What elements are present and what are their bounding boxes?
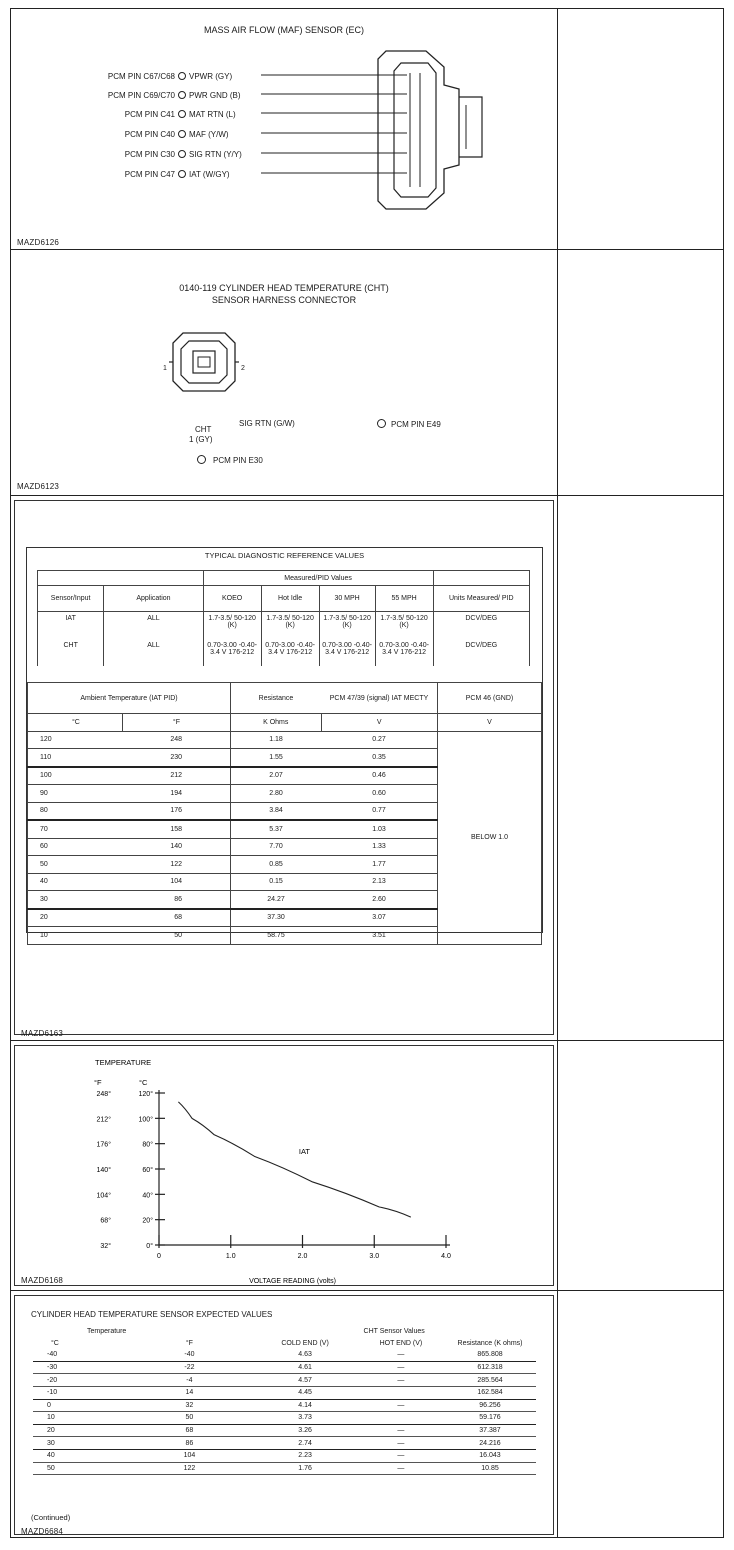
x-tick-label: 4.0 <box>441 1253 451 1260</box>
pcm-gnd-header: PCM 46 (GND) <box>438 683 542 714</box>
cht-connector-section <box>11 249 557 495</box>
x-axis-label: VOLTAGE READING (volts) <box>249 1278 336 1285</box>
reference-row <box>38 612 530 639</box>
cht-cell: 4.14 <box>252 1399 357 1412</box>
blank-header-cell <box>433 571 529 586</box>
cht-cell: -40 <box>33 1349 127 1361</box>
value-cell: 158 <box>122 820 230 838</box>
cht-row <box>33 1424 536 1437</box>
pcm-pin-label: PCM PIN C40 <box>124 130 175 139</box>
reference-values-section <box>11 495 557 1040</box>
below-label: BELOW 1.0 <box>438 731 542 944</box>
pcm-pin-e30-label: PCM PIN E30 <box>213 456 263 465</box>
cht-row <box>33 1399 536 1412</box>
maf-pin-row <box>97 72 235 81</box>
value-cell: 1.77 <box>321 856 438 874</box>
resistance-header: Resistance <box>231 683 322 714</box>
cht-row <box>33 1437 536 1450</box>
cht-connector-title-line1: 0140-119 CYLINDER HEAD TEMPERATURE (CHT) <box>179 283 389 293</box>
value-cell: 80 <box>28 802 123 820</box>
x-tick-label: 1.0 <box>225 1253 236 1260</box>
reference-cell: 0.70-3.00 -0.40-3.4 V 176-212 <box>375 639 433 666</box>
y-tick-label-f: 248° <box>96 1091 111 1098</box>
cht-cell: — <box>358 1399 444 1412</box>
cht-cell: — <box>358 1361 444 1374</box>
value-cell: 58.75 <box>231 927 322 945</box>
value-cell: 1.33 <box>321 838 438 856</box>
y-tick-label-c: 100° <box>138 1116 153 1124</box>
cht-cell: 1.76 <box>252 1462 357 1475</box>
value-cell: 2.60 <box>321 891 438 909</box>
cht-cell: -10 <box>33 1386 127 1399</box>
value-row <box>28 731 542 749</box>
cht-cell: 24.216 <box>444 1437 536 1450</box>
value-cell: 2.80 <box>231 785 322 803</box>
column-header: HOT END (V) <box>379 1339 423 1347</box>
pcm-pin-label: PCM PIN C69/C70 <box>107 91 175 100</box>
pin-terminal-icon <box>377 419 386 428</box>
y-axis-label-f: °F <box>94 1078 102 1087</box>
reference-rows <box>38 612 530 666</box>
value-cell: 24.27 <box>231 891 322 909</box>
reference-cell: 0.70-3.00 -0.40-3.4 V 176-212 <box>319 639 375 666</box>
figure-code: MAZD6684 <box>21 1527 64 1536</box>
figure-code: MAZD6123 <box>17 482 60 491</box>
cht-values-table <box>33 1326 536 1475</box>
cht-cell: 37.387 <box>444 1424 536 1437</box>
pcm-pin-e49 <box>377 419 441 429</box>
cht-cell: 10 <box>33 1412 127 1425</box>
sensor-values-header: CHT Sensor Values <box>363 1328 425 1336</box>
reference-summary-table <box>37 570 530 666</box>
cht-cell: 2.23 <box>252 1449 357 1462</box>
cht-cell <box>358 1386 444 1399</box>
reference-value-rows <box>28 731 542 944</box>
reference-cell: IAT <box>38 612 104 639</box>
cht-cell: 14 <box>127 1386 253 1399</box>
value-cell: 3.51 <box>321 927 438 945</box>
cht-cell: — <box>358 1437 444 1450</box>
cht-cell <box>358 1412 444 1425</box>
value-cell: 7.70 <box>231 838 322 856</box>
cht-cell: 59.176 <box>444 1412 536 1425</box>
cht-wire-color: 1 (GY) <box>189 435 213 444</box>
cht-row <box>33 1361 536 1374</box>
column-header: Sensor/Input <box>38 586 104 612</box>
reference-values-table <box>27 682 542 945</box>
cht-row <box>33 1386 536 1399</box>
value-cell: 5.37 <box>231 820 322 838</box>
value-cell: 50 <box>122 927 230 945</box>
pcm-pin-e30 <box>197 455 263 465</box>
signal-label: IAT (W/GY) <box>189 170 233 179</box>
figure-code: MAZD6126 <box>17 238 60 247</box>
reference-title: TYPICAL DIAGNOSTIC REFERENCE VALUES <box>204 551 365 560</box>
reference-column-headers <box>38 586 530 612</box>
temperature-header: Temperature <box>87 1328 127 1336</box>
figure-code: MAZD6163 <box>21 1029 64 1038</box>
unit-cell: V <box>321 714 438 732</box>
blank-header-cell <box>38 571 204 586</box>
maf-wire-lines <box>261 69 411 189</box>
cht-wire-label: CHT <box>195 425 212 434</box>
y-tick-label-c: 0° <box>146 1243 153 1250</box>
pin-2-label: 2 <box>241 365 245 372</box>
value-cell: 212 <box>122 767 230 785</box>
cht-row <box>33 1349 536 1361</box>
cht-cell: 20 <box>33 1424 127 1437</box>
column-header: °F <box>185 1339 193 1347</box>
reference-cell: ALL <box>104 639 203 666</box>
cht-cell: 4.61 <box>252 1361 357 1374</box>
unit-cell: °F <box>122 714 230 732</box>
reference-row <box>38 639 530 666</box>
units-row <box>28 714 542 732</box>
maf-pin-row <box>97 150 245 159</box>
cht-cell: 0 <box>33 1399 127 1412</box>
reference-cell: 1.7-3.5/ 50-120 (K) <box>319 612 375 639</box>
cht-row <box>33 1449 536 1462</box>
reference-cell: CHT <box>38 639 104 666</box>
column-header: COLD END (V) <box>281 1339 329 1347</box>
continued-note: (Continued) <box>31 1513 71 1522</box>
value-cell: 40 <box>28 873 123 891</box>
column-header: 30 MPH <box>319 586 375 612</box>
x-tick-label: 2.0 <box>297 1253 308 1260</box>
cht-cell: 16.043 <box>444 1449 536 1462</box>
value-cell: 1.18 <box>231 731 322 749</box>
maf-sensor-section <box>11 9 557 249</box>
value-cell: 68 <box>122 909 230 927</box>
cht-cell: — <box>358 1462 444 1475</box>
cht-cell: 3.73 <box>252 1412 357 1425</box>
signal-label: MAF (Y/W) <box>189 130 232 139</box>
signal-label: PWR GND (B) <box>189 91 244 100</box>
pin-terminal-icon <box>197 455 206 464</box>
y-tick-label-f: 68° <box>100 1217 111 1225</box>
cht-column-headers <box>33 1338 536 1350</box>
cht-value-rows <box>33 1349 536 1474</box>
cht-values-section <box>11 1290 557 1539</box>
chart-title: TEMPERATURE <box>95 1058 152 1067</box>
y-tick-label-f: 32° <box>100 1243 111 1250</box>
y-tick-label-c: 40° <box>142 1192 153 1200</box>
cht-cell: 612.318 <box>444 1361 536 1374</box>
value-cell: 248 <box>122 731 230 749</box>
value-cell: 104 <box>122 873 230 891</box>
x-tick-label: 0 <box>157 1253 161 1260</box>
sig-rtn-label: SIG RTN (G/W) <box>239 419 295 428</box>
cht-cell: -22 <box>127 1361 253 1374</box>
signal-label: SIG RTN (Y/Y) <box>189 150 245 159</box>
pin-terminal-icon <box>178 170 186 178</box>
maf-pin-row <box>97 130 232 139</box>
column-header: Units Measured/ PID <box>433 586 529 612</box>
column-header: °C <box>51 1339 59 1347</box>
cht-cell: 104 <box>127 1449 253 1462</box>
column-header: Resistance (K ohms) <box>457 1339 523 1347</box>
value-cell: 2.07 <box>231 767 322 785</box>
reference-cell: 1.7-3.5/ 50-120 (K) <box>203 612 261 639</box>
cht-cell: 4.57 <box>252 1374 357 1387</box>
column-header: Hot Idle <box>261 586 319 612</box>
cht-cell: 50 <box>127 1412 253 1425</box>
maf-pin-row <box>97 91 244 100</box>
reference-cell: 0.70-3.00 -0.40-3.4 V 176-212 <box>261 639 319 666</box>
maf-title: MASS AIR FLOW (MAF) SENSOR (EC) <box>203 25 364 35</box>
cht-cell: -20 <box>33 1374 127 1387</box>
value-cell: 120 <box>28 731 123 749</box>
reference-cell: 0.70-3.00 -0.40-3.4 V 176-212 <box>203 639 261 666</box>
y-tick-label-f: 104° <box>96 1192 111 1200</box>
cht-connector-icon <box>169 329 241 395</box>
maf-pin-row <box>97 110 239 119</box>
cht-cell: 122 <box>127 1462 253 1475</box>
value-cell: 60 <box>28 838 123 856</box>
value-cell: 2.13 <box>321 873 438 891</box>
pcm-pin-label: PCM PIN C47 <box>124 170 175 179</box>
cht-cell: -40 <box>127 1349 253 1361</box>
cht-cell: 30 <box>33 1437 127 1450</box>
cht-cell: 32 <box>127 1399 253 1412</box>
unit-cell: K Ohms <box>231 714 322 732</box>
measured-header: Measured/PID Values <box>203 571 433 586</box>
value-cell: 110 <box>28 749 123 767</box>
cht-cell: 3.26 <box>252 1424 357 1437</box>
y-axis-label-c: °C <box>139 1078 148 1087</box>
pcm-pin-label: PCM PIN C30 <box>124 150 175 159</box>
signal-label: MAT RTN (L) <box>189 110 239 119</box>
reference-cell: DCV/DEG <box>433 639 529 666</box>
cht-cell: 10.85 <box>444 1462 536 1475</box>
cht-cell: — <box>358 1349 444 1361</box>
cht-cell: 4.45 <box>252 1386 357 1399</box>
cht-cell: -30 <box>33 1361 127 1374</box>
value-cell: 100 <box>28 767 123 785</box>
value-cell: 70 <box>28 820 123 838</box>
value-cell: 0.27 <box>321 731 438 749</box>
pcm-pin-label: PCM PIN C67/C68 <box>107 72 175 81</box>
pcm-pin-label: PCM PIN C41 <box>124 110 175 119</box>
value-cell: 0.85 <box>231 856 322 874</box>
cht-cell: 285.564 <box>444 1374 536 1387</box>
y-tick-label-c: 120° <box>138 1091 153 1098</box>
cht-cell: 162.584 <box>444 1386 536 1399</box>
column-header: KOEO <box>203 586 261 612</box>
reference-table-frame <box>26 547 543 939</box>
value-cell: 37.30 <box>231 909 322 927</box>
cht-row <box>33 1374 536 1387</box>
value-cell: 3.84 <box>231 802 322 820</box>
figure-code: MAZD6168 <box>21 1276 64 1285</box>
value-cell: 1.03 <box>321 820 438 838</box>
cht-row <box>33 1412 536 1425</box>
value-cell: 30 <box>28 891 123 909</box>
iat-chart-section <box>11 1040 557 1290</box>
cht-cell: 96.256 <box>444 1399 536 1412</box>
y-tick-label-c: 80° <box>142 1141 153 1149</box>
pin-terminal-icon <box>178 150 186 158</box>
cht-cell: 40 <box>33 1449 127 1462</box>
value-cell: 194 <box>122 785 230 803</box>
maf-pin-row <box>97 170 233 179</box>
reference-cell: ALL <box>104 612 203 639</box>
y-tick-label-f: 212° <box>96 1116 111 1124</box>
column-header: 55 MPH <box>375 586 433 612</box>
value-cell: 86 <box>122 891 230 909</box>
value-cell: 10 <box>28 927 123 945</box>
pin-1-label: 1 <box>163 365 167 372</box>
cht-cell: — <box>358 1449 444 1462</box>
pin-terminal-icon <box>178 91 186 99</box>
x-tick-label: 3.0 <box>369 1253 380 1260</box>
unit-cell: °C <box>28 714 123 732</box>
column-header: Application <box>104 586 203 612</box>
value-cell: 0.77 <box>321 802 438 820</box>
value-cell: 50 <box>28 856 123 874</box>
y-tick-label-c: 60° <box>142 1167 153 1174</box>
reference-cell: DCV/DEG <box>433 612 529 639</box>
pcm-pin-e49-label: PCM PIN E49 <box>391 420 441 429</box>
cht-cell: -4 <box>127 1374 253 1387</box>
reference-cell: 1.7-3.5/ 50-120 (K) <box>261 612 319 639</box>
cht-cell: 86 <box>127 1437 253 1450</box>
value-cell: 0.15 <box>231 873 322 891</box>
iat-series-line <box>178 1102 410 1217</box>
value-cell: 1.55 <box>231 749 322 767</box>
value-cell: 176 <box>122 802 230 820</box>
value-cell: 0.35 <box>321 749 438 767</box>
y-tick-label-c: 20° <box>142 1217 153 1225</box>
value-cell: 122 <box>122 856 230 874</box>
cht-cell: — <box>358 1424 444 1437</box>
value-cell: 0.46 <box>321 767 438 785</box>
value-cell: 140 <box>122 838 230 856</box>
cht-values-title: CYLINDER HEAD TEMPERATURE SENSOR EXPECTED VALUES <box>31 1310 273 1319</box>
pin-terminal-icon <box>178 110 186 118</box>
reference-cell: 1.7-3.5/ 50-120 (K) <box>375 612 433 639</box>
page-frame <box>10 8 724 1538</box>
value-cell: 230 <box>122 749 230 767</box>
iat-voltage-chart <box>11 1040 557 1290</box>
cht-cell: 2.74 <box>252 1437 357 1450</box>
cht-cell: — <box>358 1374 444 1387</box>
unit-cell: V <box>438 714 542 732</box>
ambient-header: Ambient Temperature (IAT PID) <box>28 683 231 714</box>
y-tick-label-f: 140° <box>96 1167 111 1174</box>
value-cell: 90 <box>28 785 123 803</box>
cht-cell: 865.808 <box>444 1349 536 1361</box>
value-cell: 0.60 <box>321 785 438 803</box>
pcm-signal-header: PCM 47/39 (signal) IAT MECTY <box>321 683 438 714</box>
cht-connector-title-line2: SENSOR HARNESS CONNECTOR <box>211 295 357 305</box>
right-column-divider <box>557 9 558 1537</box>
pin-terminal-icon <box>178 130 186 138</box>
cht-cell: 68 <box>127 1424 253 1437</box>
value-cell: 20 <box>28 909 123 927</box>
series-label: IAT <box>298 1146 311 1156</box>
pin-terminal-icon <box>178 72 186 80</box>
cht-cell: 4.63 <box>252 1349 357 1361</box>
value-cell: 3.07 <box>321 909 438 927</box>
signal-label: VPWR (GY) <box>189 72 235 81</box>
y-tick-label-f: 176° <box>96 1141 111 1149</box>
cht-row <box>33 1462 536 1475</box>
cht-cell: 50 <box>33 1462 127 1475</box>
